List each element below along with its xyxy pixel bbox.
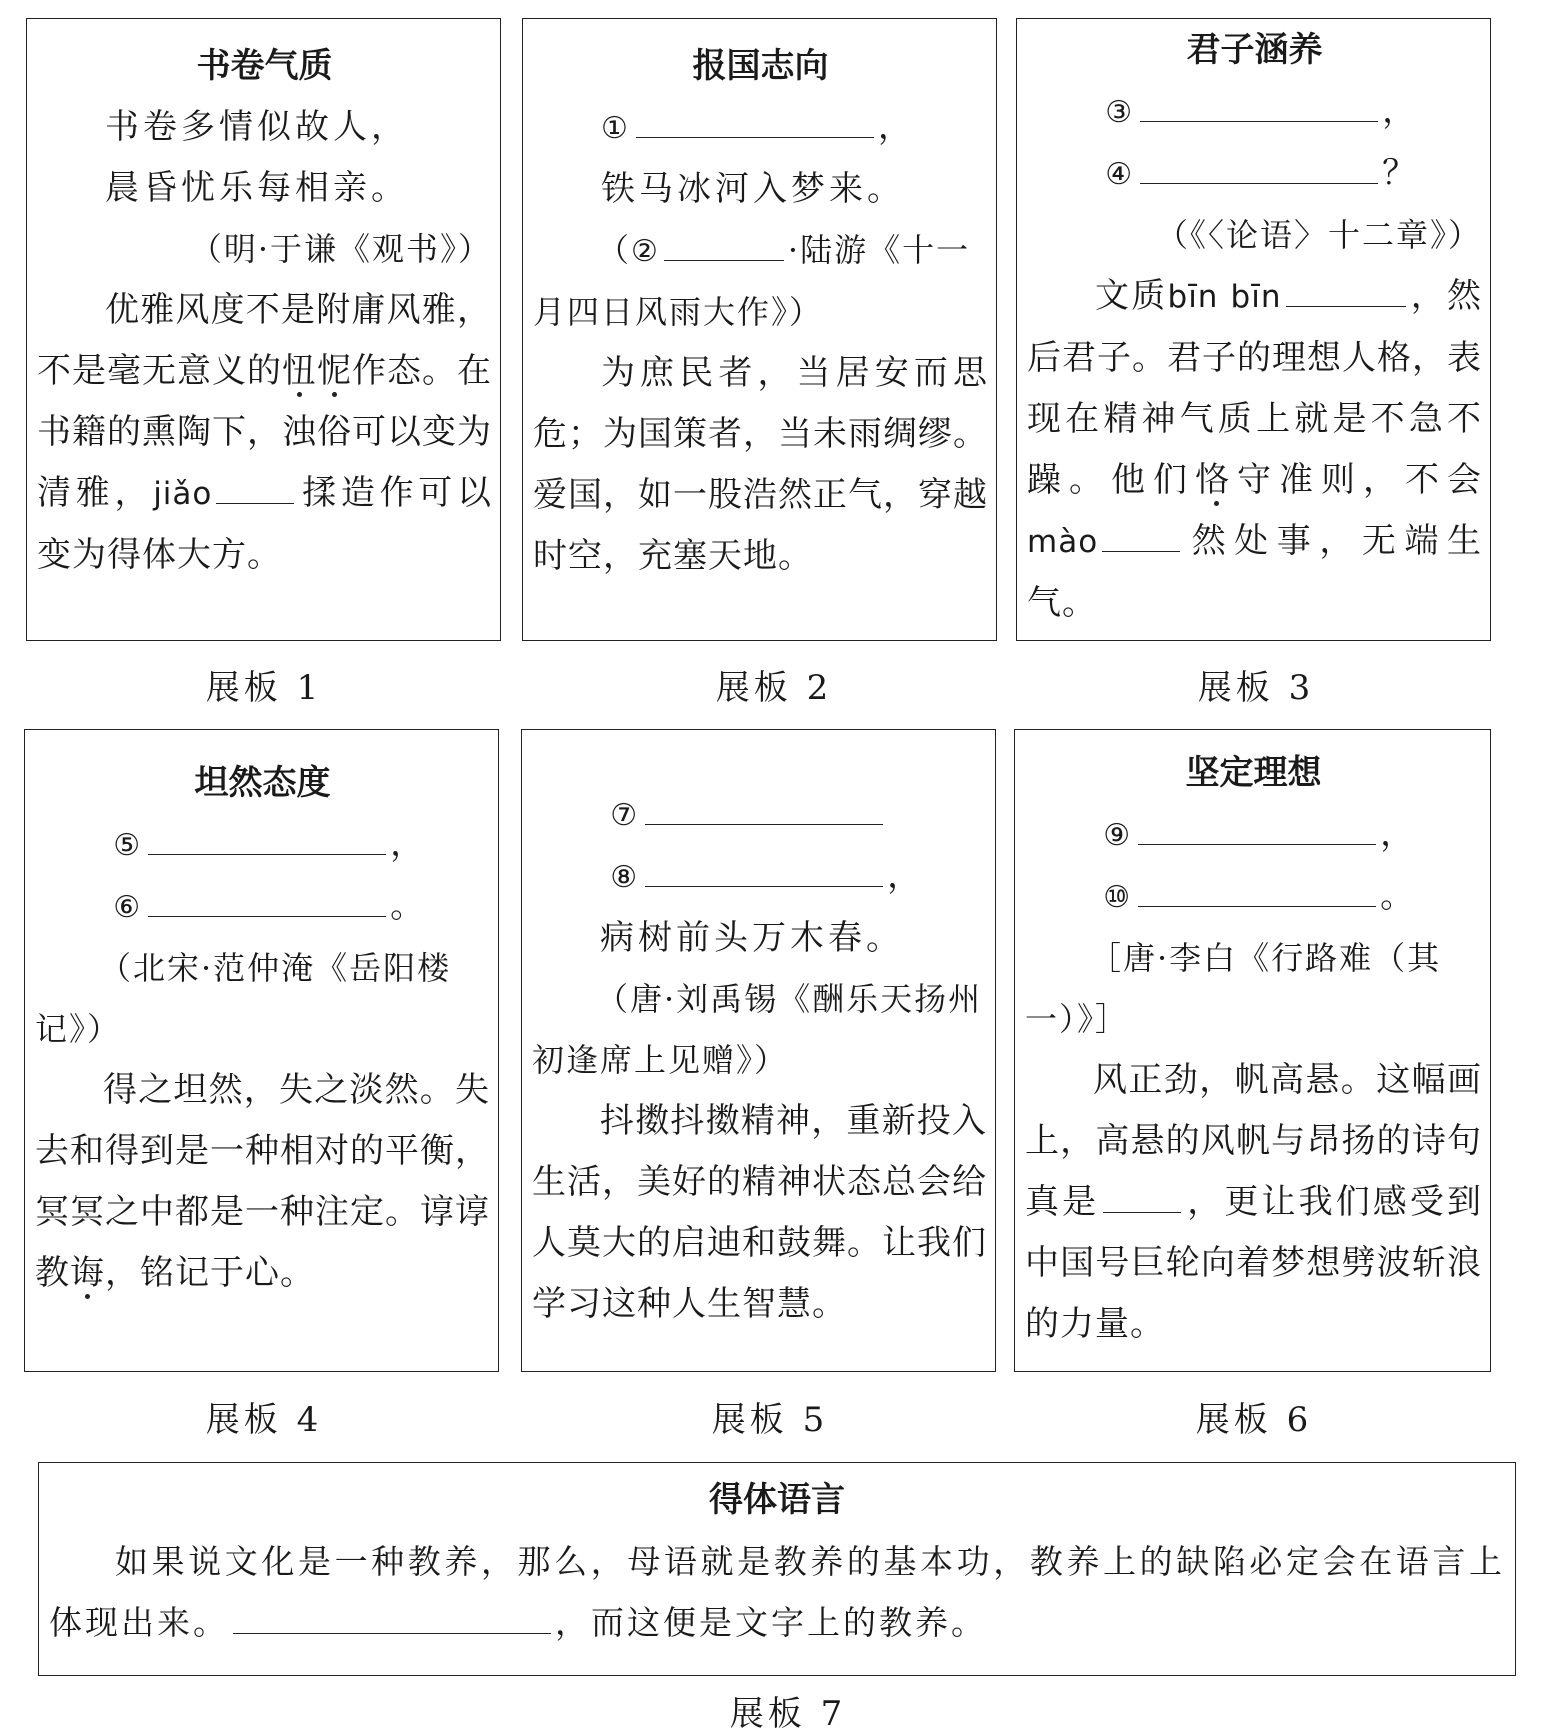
board-1 (26, 18, 501, 641)
board-1-poem-line-1: 书卷多情似故人， (105, 107, 409, 147)
board-6-source: ［唐·李白《行路难（其一）》］ (1025, 939, 1442, 1038)
board-1-blank[interactable] (216, 463, 294, 504)
board-1-source: （明·于谦《观书》） (189, 230, 492, 268)
blank-4[interactable] (1140, 143, 1378, 184)
board-2-line-1-punct: ， (877, 107, 916, 147)
board-1-pinyin: jiǎo (153, 476, 213, 512)
board-6 (1014, 729, 1491, 1372)
board-1-para-part-2: 作态。在书籍的熏陶下，浊俗可以变为清雅， (37, 351, 492, 513)
board-5-poem: 病树前头万木春。 (600, 918, 904, 958)
board-2-caption: 展板 2 (715, 668, 833, 708)
blank-number-5: ⑤ (113, 828, 145, 863)
board-1-paragraph (37, 280, 492, 586)
board-6-line-10-punct: 。 (1380, 876, 1419, 916)
board-2-title: 报国志向 (692, 46, 829, 86)
blank-10[interactable] (1138, 866, 1376, 907)
blank-number-6: ⑥ (113, 890, 145, 925)
blank-number-10: ⑩ (1103, 880, 1135, 915)
board-4 (24, 729, 499, 1372)
board-3-pinyin-2: mào (1027, 524, 1099, 560)
blank-number-4: ④ (1105, 157, 1137, 192)
blank-9[interactable] (1138, 804, 1376, 845)
blank-2[interactable] (664, 220, 784, 261)
board-3-para-part-3: 守准则，不会 (1237, 460, 1482, 500)
board-4-title: 坦然态度 (194, 763, 331, 803)
board-2-paragraph: 为庶民者，当居安而思危；为国策者，当未雨绸缪。爱国，如一股浩然正气，穿越时空，充塞天地。 (533, 353, 988, 576)
board-7-blank[interactable] (233, 1593, 551, 1634)
board-3-para-part-1: 文质 (1095, 276, 1168, 316)
board-2-poem-line-2: 铁马冰河入梦来。 (601, 169, 905, 209)
board-6-line-9 (1025, 804, 1482, 866)
board-7-paragraph (49, 1531, 1505, 1653)
board-7-para-part-1: 如果说文化是一种教养，那么，母语就是教养的基本功，教养上的缺陷必定会在语言上体现出来。 (49, 1542, 1505, 1642)
blank-8[interactable] (645, 846, 883, 887)
board-3-line-4 (1027, 143, 1482, 205)
board-3-dotted-char: 恪 (1195, 460, 1237, 500)
board-4-line-5 (35, 814, 490, 876)
board-3-blank-2[interactable] (1102, 511, 1180, 552)
board-4-line-5-punct: ， (390, 824, 429, 864)
board-7-caption: 展板 7 (729, 1694, 847, 1734)
blank-3[interactable] (1140, 81, 1378, 122)
board-3-title: 君子涵养 (1186, 30, 1323, 70)
board-4-dotted-char: 诲 (70, 1253, 105, 1293)
board-5-source: （唐·刘禹锡《酬乐天扬州初逢席上见赠》） (532, 980, 983, 1079)
board-1-title: 书卷气质 (196, 46, 333, 86)
board-3 (1016, 18, 1491, 641)
board-3-line-3-punct: ， (1382, 91, 1421, 131)
board-6-para-part-1: 风正劲，帆高悬。这幅画上，高悬的风帆与昂扬的诗句真是 (1025, 1060, 1482, 1222)
board-1-poem-line-2: 晨昏忧乐每相亲。 (105, 168, 409, 208)
board-3-caption: 展板 3 (1197, 668, 1315, 708)
board-3-para-part-4: 然处事，无端生气。 (1027, 521, 1482, 623)
board-6-para-part-2: ，更让我们感受到中国号巨轮向着梦想劈波斩浪的力量。 (1025, 1182, 1483, 1344)
blank-number-8: ⑧ (610, 860, 642, 895)
board-4-caption: 展板 4 (205, 1400, 323, 1440)
board-5-line-7 (532, 784, 987, 846)
board-1-caption: 展板 1 (205, 668, 323, 708)
blank-5[interactable] (148, 814, 386, 855)
board-4-para-part-1: 得之坦然，失之淡然。失去和得到是一种相对的平衡，冥冥之中都是一种注定。谆谆教 (35, 1070, 490, 1293)
blank-number-2: ② (631, 234, 660, 269)
board-3-blank-1[interactable] (1286, 266, 1406, 307)
board-1-para-part-1: 优雅风度不是附庸风雅，不是毫无意义的 (37, 290, 492, 391)
board-4-para-part-2: ，铭记于心。 (105, 1253, 315, 1293)
board-4-paragraph (35, 1060, 490, 1304)
board-2-source (533, 220, 988, 343)
board-4-line-6-punct: 。 (390, 886, 429, 926)
board-2 (522, 18, 997, 641)
board-3-line-4-punct: ？ (1382, 153, 1421, 193)
board-7 (38, 1462, 1516, 1676)
blank-7[interactable] (645, 784, 883, 825)
board-3-line-3 (1027, 81, 1482, 143)
board-6-caption: 展板 6 (1195, 1400, 1313, 1440)
board-1-para-part-3: 揉造作可以变为得体大方。 (37, 473, 493, 575)
board-4-line-6 (35, 876, 490, 938)
board-2-source-start: （ (597, 231, 632, 269)
board-7-title: 得体语言 (709, 1480, 845, 1520)
blank-number-7: ⑦ (610, 798, 642, 833)
board-6-blank[interactable] (1103, 1172, 1181, 1213)
board-7-para-part-2: ，而这便是文字上的教养。 (555, 1603, 987, 1642)
board-3-source: （《〈论语〉十二章》） (1155, 216, 1482, 254)
board-3-paragraph (1027, 266, 1482, 634)
board-5-line-8-punct: ， (887, 856, 926, 896)
blank-number-1: ① (601, 111, 632, 146)
board-5-paragraph: 抖擞抖擞精神，重新投入生活，美好的精神状态总会给人莫大的启迪和鼓舞。让我们学习这种人生智慧。 (532, 1101, 987, 1324)
board-3-para-part-2: ，然后君子。君子的理想人格，表现在精神气质上就是不急不躁。他们 (1027, 276, 1483, 500)
board-2-poem-line-1 (533, 97, 988, 159)
blank-6[interactable] (148, 876, 386, 917)
board-4-source: （北宋·范仲淹《岳阳楼记》） (35, 949, 452, 1048)
blank-number-9: ⑨ (1103, 818, 1135, 853)
board-5 (521, 729, 996, 1372)
blank-1[interactable] (636, 97, 874, 138)
board-5-line-8 (532, 846, 987, 908)
board-6-line-10 (1025, 866, 1482, 928)
board-5-caption: 展板 5 (711, 1400, 829, 1440)
board-2-source-end: ·陆游《十一月四日风雨大作》） (533, 231, 971, 331)
board-1-dotted-char-2: 怩 (317, 351, 352, 391)
blank-number-3: ③ (1105, 95, 1137, 130)
board-6-line-9-punct: ， (1380, 814, 1419, 854)
board-1-dotted-char-1: 忸 (282, 351, 317, 391)
board-6-paragraph (1025, 1050, 1482, 1355)
board-3-pinyin-1: bīn bīn (1167, 279, 1282, 315)
board-6-title: 坚定理想 (1185, 753, 1322, 793)
